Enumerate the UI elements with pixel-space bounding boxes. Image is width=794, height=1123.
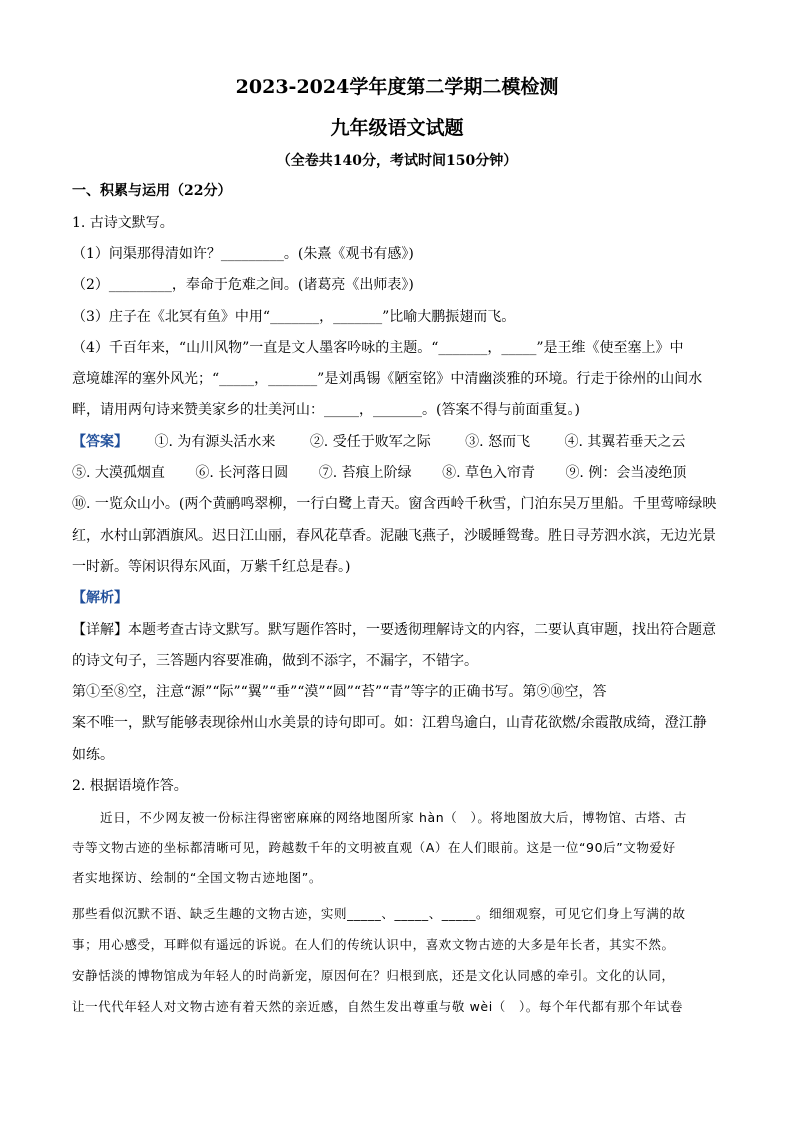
answer-line: 红，水村山郭酒旗风。迟日江山丽，春风花草香。泥融飞燕子，沙暖睡鸳鸯。胜日寻芳泗水滨，无边光景 (72, 528, 716, 544)
passage-line: 安静恬淡的博物馆成为年轻人的时尚新宠，原因何在？归根到底，还是文化认同感的牵引。文化的认同， (72, 968, 675, 983)
passage-line: 近日，不少网友被一份标注得密密麻麻的网络地图所家 hàn（ ）。将地图放大后，博物馆、古塔、古 (100, 810, 687, 825)
question-1-item-1: （1）问渠那得清如许？_________。(朱熹《观书有感》) (72, 246, 414, 262)
answer-row-1 (72, 432, 732, 452)
detail-line: 如练。 (72, 747, 114, 763)
detail-line: 第①至⑧空，注意“源”“际”“翼”“垂”“漠”“圆”“苔”“青”等字的正确书写。第⑨⑩空，答 (72, 684, 607, 700)
detail-line: 的诗文句子，三答题内容要准确，做到不添字，不漏字，不错字。 (72, 653, 478, 669)
passage-line: 事；用心感受，耳畔似有遥远的诉说。在人们的传统认识中，喜欢文物古迹的大多是年长者，其实不然。 (72, 937, 675, 952)
section-heading: 一、积累与运用（22分） (72, 183, 232, 199)
detail-line: 【详解】本题考查古诗文默写。默写题作答时，一要透彻理解诗文的内容，二要认真审题，找出符合题意 (72, 622, 716, 638)
question-1-item-2: （2）_________，奉命于危难之间。(诸葛亮《出师表》) (72, 277, 414, 293)
exam-note: （全卷共140分，考试时间150分钟） (276, 153, 518, 169)
exam-subtitle: 九年级语文试题 (330, 117, 464, 139)
analysis-label: 【解析】 (72, 590, 128, 606)
passage-line: 让一代代年轻人对文物古迹有着天然的亲近感，自然生发出尊重与敬 wèi（ ）。每个年代都有那个年试卷 (72, 999, 684, 1014)
question-1-item-4-line-2: 意境雄浑的塞外风光；“_____，_______”是刘禹锡《陋室铭》中清幽淡雅的环境。行走于徐州的山间水 (72, 371, 703, 387)
answer-item: ①. 为有源头活水来 (154, 434, 276, 450)
question-1-item-4-line-3: 畔，请用两句诗来赞美家乡的壮美河山：_____，_______。(答案不得与前面重复。) (72, 402, 580, 418)
question-1-stem: 1. 古诗文默写。 (72, 215, 174, 231)
answer-line: 一时新。等闲识得东风面，万紫千红总是春。) (72, 559, 351, 575)
answer-row-2 (72, 463, 732, 483)
answer-line: ⑩. 一览众山小。(两个黄鹂鸣翠柳，一行白鹭上青天。窗含西岭千秋雪，门泊东吴万里船。千里莺啼绿映 (72, 496, 717, 512)
answer-label: 【答案】 (72, 434, 128, 450)
passage-line: 寺等文物古迹的坐标都清晰可见，跨越数千年的文明被直观（A）在人们眼前。这是一位“90后”文物爱好 (72, 840, 676, 855)
answer-item: ⑨. 例：会当凌绝顶 (565, 465, 687, 481)
exam-title: 2023-2024学年度第二学期二模检测 (235, 76, 559, 98)
passage-line: 那些看似沉默不语、缺乏生趣的文物古迹，实则_____、_____、_____。细细观察，可见它们身上写满的故 (72, 906, 686, 921)
answer-item: ⑦. 苔痕上阶绿 (318, 465, 412, 481)
detail-line: 案不唯一，默写能够表现徐州山水美景的诗句即可。如：江碧鸟逾白，山青花欲燃/余霞散成绮，澄江静 (72, 715, 707, 731)
answer-item: ⑧. 草色入帘青 (442, 465, 535, 481)
answer-item: ②. 受任于败军之际 (309, 434, 431, 450)
answer-item: ④. 其翼若垂天之云 (564, 434, 686, 450)
passage-line: 者实地探访、绘制的“全国文物古迹地图”。 (72, 870, 322, 885)
answer-item: ③. 怒而飞 (465, 434, 531, 450)
answer-item: ⑥. 长河落日圆 (195, 465, 289, 481)
answer-item: ⑤. 大漠孤烟直 (72, 465, 165, 481)
question-2-stem: 2. 根据语境作答。 (72, 778, 188, 794)
question-1-item-3: （3）庄子在《北冥有鱼》中用“_______，_______”比喻大鹏振翅而飞。 (72, 309, 516, 325)
question-1-item-4: （4）千百年来，“山川风物”一直是文人墨客吟咏的主题。“_______，_____”是王维《使至塞上》中 (72, 340, 684, 356)
